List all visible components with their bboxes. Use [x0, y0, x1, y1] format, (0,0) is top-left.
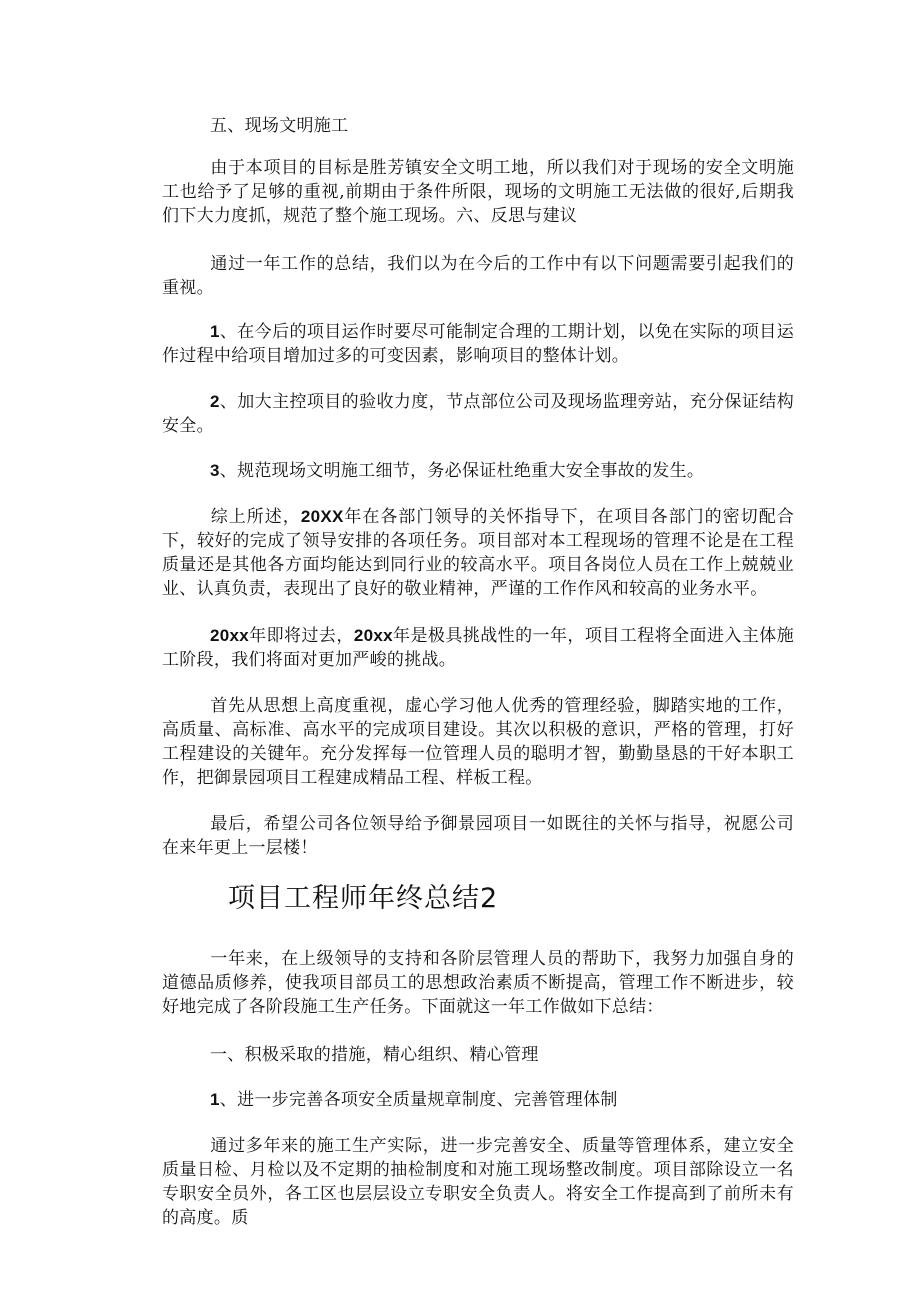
- summary-p2-post: 年是极具挑战性的一年，项目工程将全面进入主体施工阶段，我们将面对更加严峻的挑战。: [162, 626, 794, 670]
- item-text: 、在今后的项目运作时要尽可能制定合理的工期计划，以免在实际的项目运作过程中给项目增加过多的可变因素，影响项目的整体计划。: [162, 322, 794, 366]
- article-2-paragraph: [162, 1134, 794, 1230]
- item-number: 3: [210, 461, 220, 480]
- year-label: 20xx: [210, 626, 250, 645]
- item-number: 2: [210, 392, 220, 411]
- section-five-heading: 五、现场文明施工: [210, 116, 349, 136]
- article-2-title: 项目工程师年终总结2: [228, 883, 499, 914]
- reflection-item-1: [162, 320, 794, 368]
- article-2-paragraph-text: 通过多年来的施工生产实际，进一步完善安全、质量等管理体系，建立安全质量日检、月检以及不定期的抽检制度和对施工现场整改制度。项目部除设立一名专职安全员外，各工区也层层设立专职安全负责人。将安全工作提高到了前所未有的高度。质: [162, 1136, 794, 1228]
- summary-paragraph-2: [162, 624, 794, 672]
- article-2-item-1: [210, 1088, 618, 1112]
- summary-p3-text: 首先从思想上高度重视，虚心学习他人优秀的管理经验，脚踏实地的工作，高质量、高标准、高水平的完成项目建设。其次以积极的意识，严格的管理，打好工程建设的关键年。充分发挥每一位管理人员的聪明才智，勤勤垦恳的干好本职工作，把御景园项目工程建成精品工程、样板工程。: [162, 696, 794, 788]
- summary-p4-text: 最后，希望公司各位领导给予御景园项目一如既往的关怀与指导，祝愿公司在来年更上一层楼！: [162, 814, 794, 858]
- reflection-intro: [162, 252, 794, 300]
- item-text: 、加大主控项目的验收力度，节点部位公司及现场监理旁站，充分保证结构安全。: [162, 392, 794, 436]
- summary-paragraph-4: [162, 812, 794, 860]
- summary-p1-pre: 综上所述，: [210, 507, 301, 527]
- article-2-section-one: 一、积极采取的措施，精心组织、精心管理: [210, 1045, 539, 1065]
- article-2-intro-text: 一年来，在上级领导的支持和各阶层管理人员的帮助下，我努力加强自身的道德品质修养，使我项目部员工的思想政治素质不断提高，管理工作不断进步，较好地完成了各阶段施工生产任务。下面就这一年工作做如下总结：: [162, 949, 794, 1017]
- item-text: 、进一步完善各项安全质量规章制度、完善管理体制: [219, 1090, 618, 1110]
- summary-paragraph-3: [162, 694, 794, 790]
- reflection-item-2: [162, 390, 794, 438]
- reflection-intro-text: 通过一年工作的总结，我们以为在今后的工作中有以下问题需要引起我们的重视。: [162, 254, 794, 298]
- reflection-item-3: [162, 459, 794, 483]
- section-five-paragraph: [162, 156, 794, 228]
- item-number: 1: [210, 1090, 220, 1109]
- article-2-intro: [162, 947, 794, 1019]
- item-text: 、规范现场文明施工细节，务必保证杜绝重大安全事故的发生。: [219, 461, 705, 481]
- year-label: 20xx: [353, 626, 393, 645]
- summary-paragraph-1: [162, 505, 794, 601]
- section-five-text: 由于本项目的目标是胜芳镇安全文明工地，所以我们对于现场的安全文明施工也给予了足够的重视,前期由于条件所限，现场的文明施工无法做的很好,后期我们下大力度抓，规范了整个施工现场。六、反思与建议: [162, 158, 794, 226]
- summary-p2-mid: 年即将过去，: [249, 626, 354, 646]
- year-label: 20XX: [300, 507, 344, 526]
- summary-p1-post: 年在各部门领导的关怀指导下，在项目各部门的密切配合下，较好的完成了领导安排的各项任务。项目部对本工程现场的管理不论是在工程质量还是其他各方面均能达到同行业的较高水平。项目各岗位人员在工作上兢兢业业、认真负责，表现出了良好的敬业精神，严谨的工作作风和较高的业务水平。: [162, 507, 795, 599]
- item-number: 1: [210, 322, 220, 341]
